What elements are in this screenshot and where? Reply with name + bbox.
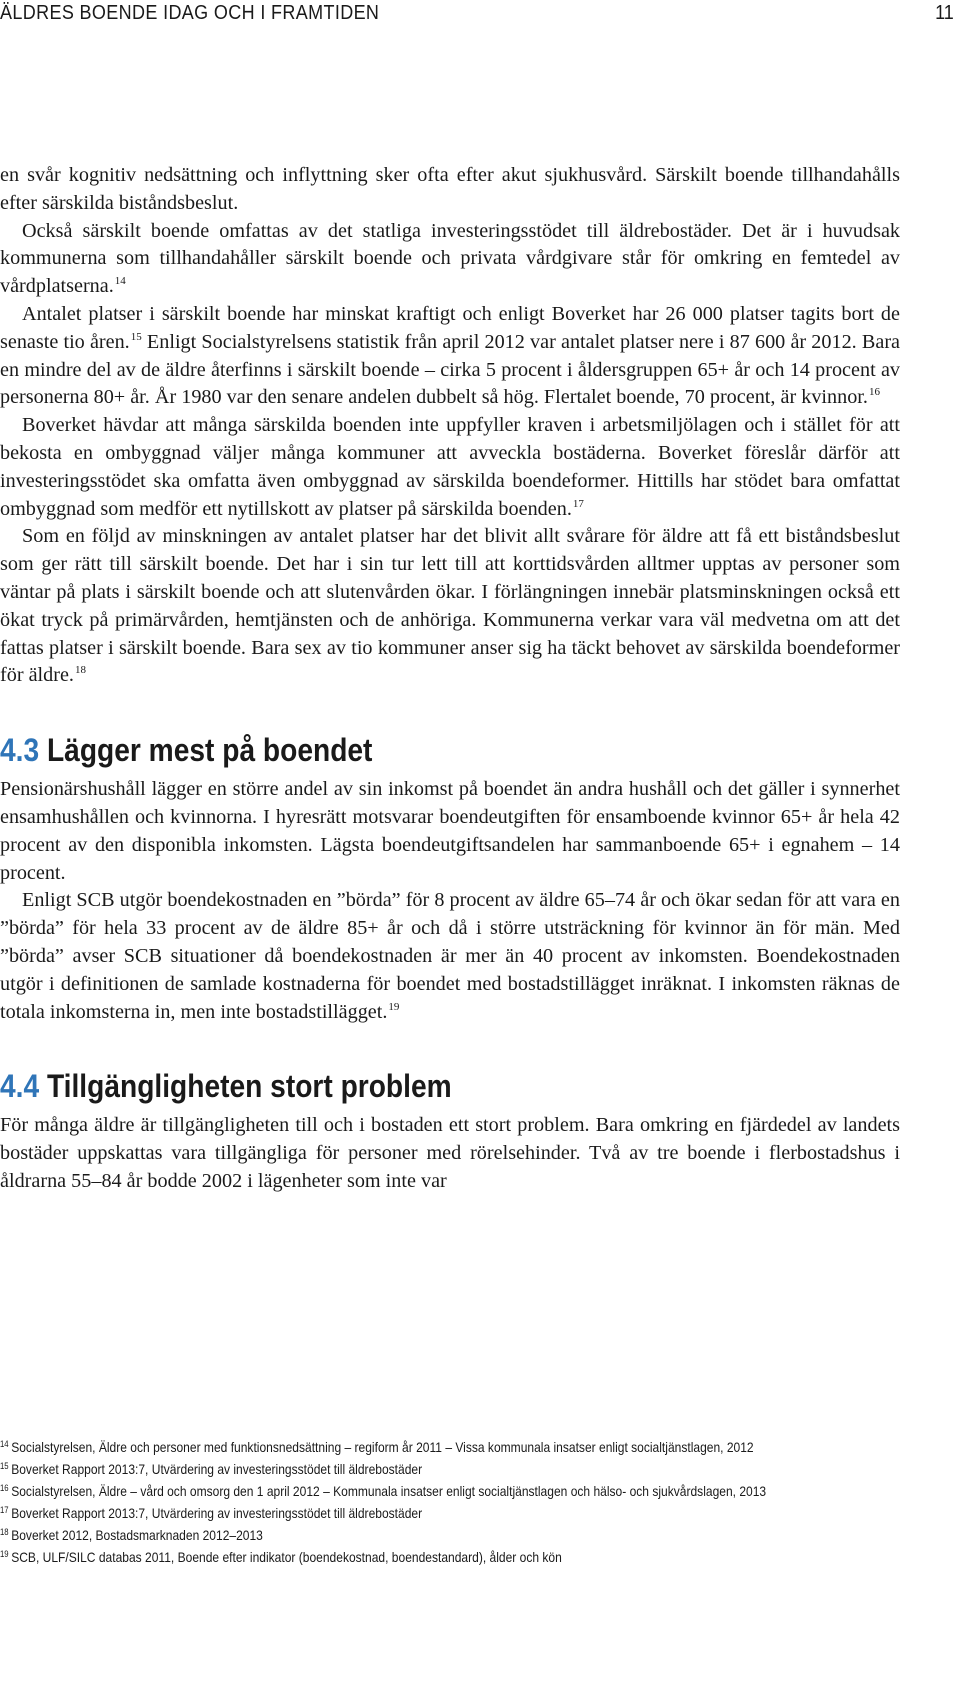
footnote-ref[interactable]: 19 <box>388 1000 400 1013</box>
paragraph: Enligt SCB utgör boendekostnaden en ”börda” för 8 procent av äldre 65–74 år och ökar sedan för att vara en ”börda” för hela 33 procent av de äldre 85+ år och då i större utsträckning för kvinnor än för män. Med ”börda” avser SCB situationer då boendekostnaden är mer än 40 procent av inkomsten. Boendekostnaden utgör i definitionen de samlade kostnaderna för boendet med bostadstillägget inräknat. I inkomsten räknas de totala inkomsterna in, men inte bostadstillägget.$^{19}$ <box>0 889 900 1023</box>
footnote-ref[interactable]: 17 <box>572 497 584 510</box>
paragraph: Boverket hävdar att många särskilda boenden inte uppfyller kraven i arbetsmiljölagen och i stället för att bekosta en ombyggnad väljer många kommuner att avveckla bostäderna. Boverket föreslår därför att investeringsstödet ska omfatta även ombyggnad av särskilda boendeformer. Hittills har stödet bara omfattat ombyggnad som medför ett nytillskott av platser på särskilda boenden.$^{17}$ <box>0 414 900 520</box>
paragraph: För många äldre är tillgängligheten till och i bostaden ett stort problem. Bara omkring en fjärdedel av landets bostäder uppskattas vara tillgängliga för personer med rörelsehinder. Två av tre boende i flerbostadshus i åldrarna 55–84 år bodde 2002 i lägenheter som inte var <box>0 1114 900 1192</box>
paragraph: Pensionärshushåll lägger en större andel av sin inkomst på boendet än andra hushåll och det gäller i synnerhet ensamhushållen och kvinnorna. I hyresrätt motsvarar boendeutgiften för ensamboende kvinnor 65+ år hela 42 procent av den disponibla inkomsten. Lägsta boendeutgiftsandelen har sammanboende 65+ i egnahem – 14 procent. <box>0 778 900 884</box>
section-title: Tillgängligheten stort problem <box>39 1068 452 1105</box>
page-number: 11 <box>935 2 954 24</box>
footnote-ref[interactable]: 15 <box>130 330 142 343</box>
footnote: $^{15}$ Boverket Rapport 2013:7, Utvärdering av investeringsstödet till äldrebostäder <box>0 1461 423 1477</box>
footnote: $^{19}$ SCB, ULF/SILC databas 2011, Boende efter indikator (boendekostnad, boendestandard), ålder och kön <box>0 1549 562 1565</box>
paragraph: en svår kognitiv nedsättning och inflyttning sker ofta efter akut sjukhusvård. Särskilt boende tillhandahålls efter särskilda biståndsbeslut. <box>0 164 900 214</box>
section-heading-4-3 <box>0 730 792 770</box>
footnote: $^{14}$ Socialstyrelsen, Äldre och personer med funktionsnedsättning – regiform år 2011 – Vissa kommunala insatser enligt socialtjänstlagen, 2012 <box>0 1439 754 1455</box>
footnote-ref[interactable]: 14 <box>114 275 126 288</box>
running-header <box>0 2 960 32</box>
footnotes <box>0 1436 920 1568</box>
footnote: $^{17}$ Boverket Rapport 2013:7, Utvärdering av investeringsstödet till äldrebostäder <box>0 1505 423 1521</box>
running-title: ÄLDRES BOENDE IDAG OCH I FRAMTIDEN <box>0 2 380 24</box>
section-number: 4.3 <box>0 732 40 769</box>
section-heading-4-4 <box>0 1066 792 1106</box>
footnote-ref[interactable]: 18 <box>74 664 86 677</box>
footnote-ref[interactable]: 16 <box>868 386 880 399</box>
paragraph: Antalet platser i särskilt boende har minskat kraftigt och enligt Boverket har 26 000 platser tagits bort de senaste tio åren.$^{15}$ Enligt Socialstyrelsens statistik från april 2012 var antalet platser nere i 87 600 år 2012. Bara en mindre del av de äldre återfinns i särskilt boende – cirka 5 procent i åldersgruppen 65+ år och 14 procent av personerna 80+ år. År 1980 var den senare andelen dubbelt så hög. Flertalet boende, 70 procent, är kvinnor.$^{16}$ <box>0 302 900 409</box>
section-number: 4.4 <box>0 1068 40 1105</box>
footnote: $^{18}$ Boverket 2012, Bostadsmarknaden 2012–2013 <box>0 1527 263 1543</box>
paragraph: Också särskilt boende omfattas av det statliga investeringsstödet till äldrebostäder. Det är i huvudsak kommunerna som tillhandahåller särskilt boende och privata vårdgivare står för omkring en femtedel av vårdplatserna.$^{14}$ <box>0 219 900 298</box>
footnote: $^{16}$ Socialstyrelsen, Äldre – vård och omsorg den 1 april 2012 – Kommunala insatser enligt socialtjänstlagen och hälso- och sjukvårdslagen, 2013 <box>0 1483 767 1499</box>
paragraph: Som en följd av minskningen av antalet platser har det blivit allt svårare för äldre att få ett biståndsbeslut som ger rätt till särskilt boende. Det har i sin tur lett till att korttidsvården alltmer upptas av personer som väntar på plats i särskilt boende och att slutenvården ökar. I förlängningen innebär platsminskningen också ett ökat tryck på primärvården, hemtjänsten och de anhöriga. Kommunerna verkar vara väl medvetna om att det fattas platser i särskilt boende. Bara sex av tio kommuner anser sig ha täckt behovet av särskilda boendeformer för äldre.$^{18}$ <box>0 525 900 687</box>
section-title: Lägger mest på boendet <box>39 732 373 769</box>
body-text <box>0 162 900 1196</box>
